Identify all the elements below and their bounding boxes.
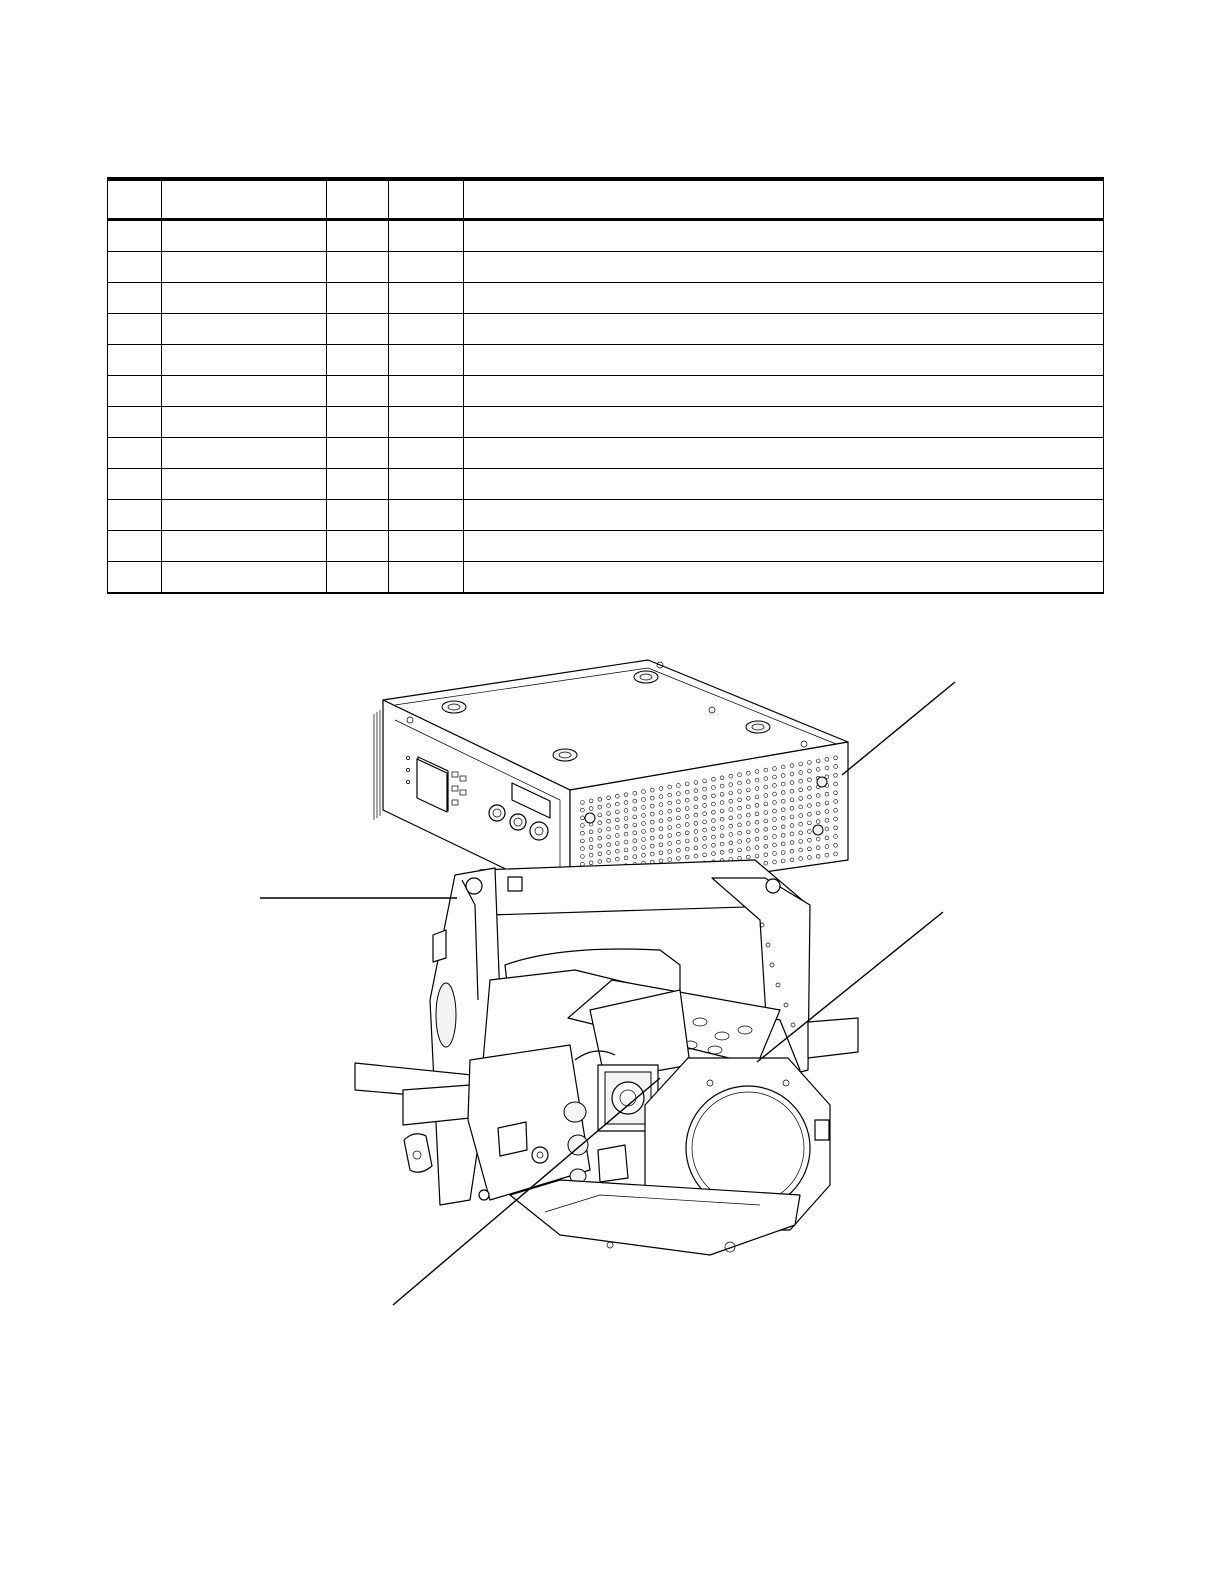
- electronics-box: [374, 660, 848, 900]
- leader-line-electronics-box: [842, 682, 955, 775]
